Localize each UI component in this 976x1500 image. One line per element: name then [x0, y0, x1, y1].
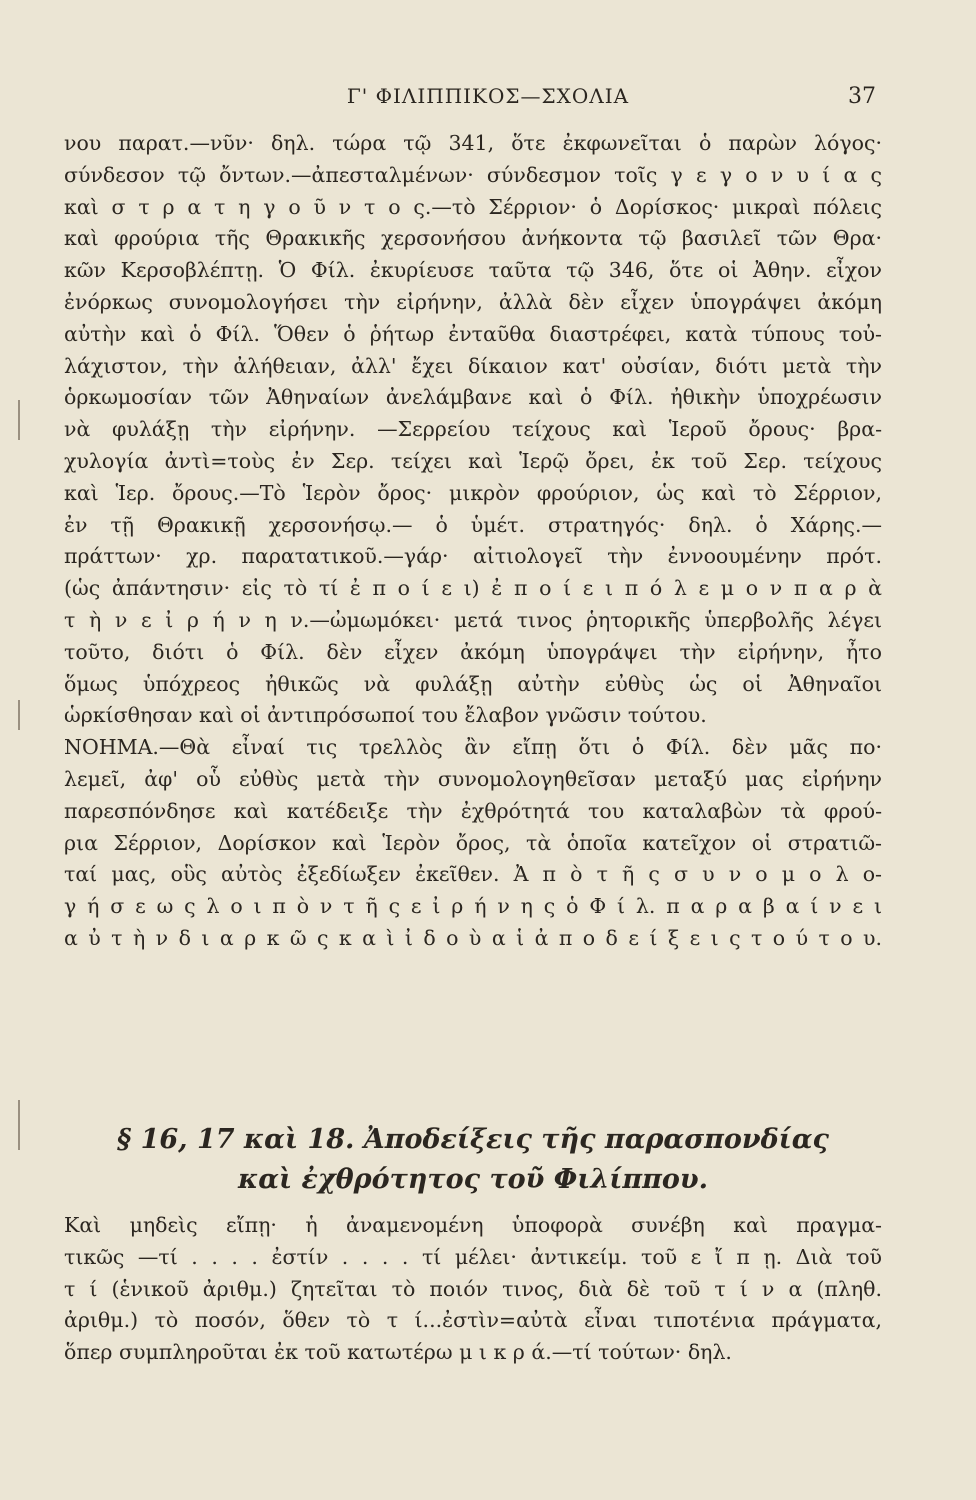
text-line: α ὐ τ ὴ ν δ ι α ρ κ ῶ ς κ α ὶ ἰ δ ο ὺ α ἱ ἀ π ο δ ε ί ξ ε ι ς τ ο ύ τ ο υ. [64, 925, 882, 950]
text-line: τ ί (ἑνικοῦ ἀριθμ.) ζητεῖται τὸ ποιόν τινος, διὰ δὲ τοῦ τ ί ν α (πληθ. [64, 1276, 882, 1301]
text-line: τικῶς —τί . . . . ἐστίν . . . . τί μέλει· ἀντικείμ. τοῦ ε ἴ π ῃ. Διὰ τοῦ [64, 1244, 882, 1269]
text-line: ὅπερ συμπληροῦται ἐκ τοῦ κατωτέρω μ ι κ ρ ά.—τί τούτων· δηλ. [64, 1340, 732, 1365]
text-line: νὰ φυλάξῃ τὴν εἰρήνην. —Σερρείου τείχους καὶ Ἱεροῦ ὄρους· βρα- [64, 417, 882, 442]
edge-mark [18, 400, 20, 440]
text-line: χυλογία ἀντὶ=τοὺς ἐν Σερ. τείχει καὶ Ἱερῷ ὄρει, ἐκ τοῦ Σερ. τείχους [64, 448, 882, 473]
text-line: καὶ φρούρια τῆς Θρακικῆς χερσονήσου ἀνήκοντα τῷ βασιλεῖ τῶν Θρα· [64, 226, 882, 251]
section-heading [64, 1120, 882, 1200]
text-line: (ὡς ἀπάντησιν· εἰς τὸ τί ἐ π ο ί ε ι) ἐ π ο ί ε ι π ό λ ε μ ο ν π α ρ ὰ [64, 576, 882, 601]
text-line: πράττων· χρ. παρατατικοῦ.—γάρ· αἰτιολογεῖ τὴν ἐννοουμένην πρότ. [64, 544, 882, 569]
page-header [60, 84, 916, 120]
text-line: σύνδεσον τῷ ὄντων.—ἀπεσταλμένων· σύνδεσμον τοῖς γ ε γ ο ν υ ί α ς [64, 162, 882, 187]
section-heading-line1: § 16, 17 καὶ 18. Ἀποδείξεις τῆς παρασπονδίας [117, 1124, 829, 1155]
text-line: ὁρκωμοσίαν τῶν Ἀθηναίων ἀνελάμβανε καὶ ὁ Φίλ. ἠθικὴν ὑποχρέωσιν [64, 385, 882, 410]
text-line: καὶ Ἱερ. ὄρους.—Τὸ Ἱερὸν ὄρος· μικρὸν φρούριον, ὡς καὶ τὸ Σέρριον, [64, 480, 882, 505]
text-line: ὡρκίσθησαν καὶ οἱ ἀντιπρόσωποί του ἔλαβον γνῶσιν τούτου. [64, 703, 707, 728]
text-line: παρεσπόνδησε καὶ κατέδειξε τὴν ἐχθρότητά του καταλαβὼν τὰ φρού- [64, 798, 882, 823]
text-line: ταί μας, οὓς αὐτὸς ἐξεδίωξεν ἐκεῖθεν. Ἀ π ὸ τ ῆ ς σ υ ν ο μ ο λ ο- [64, 862, 882, 887]
page-edge-marks [18, 400, 22, 1300]
commentary-text [64, 128, 882, 955]
page-number: 37 [848, 84, 876, 109]
section-heading-line2: καὶ ἐχθρότητος τοῦ Φιλίππου. [238, 1164, 708, 1195]
text-line: λάχιστον, τὴν ἀλήθειαν, ἀλλ' ἔχει δίκαιον κατ' οὐσίαν, διότι μετὰ τὴν [64, 353, 882, 378]
text-line: καὶ σ τ ρ α τ η γ ο ῦ ν τ ο ς.—τὸ Σέρριον· ὁ Δορίσκος· μικραὶ πόλεις [64, 194, 882, 219]
text-line: λεμεῖ, ἀφ' οὗ εὐθὺς μετὰ τὴν συνομολογηθεῖσαν μεταξύ μας εἰρήνην [64, 766, 882, 791]
text-line: ρια Σέρριον, Δορίσκον καὶ Ἱερὸν ὄρος, τὰ ὁποῖα κατεῖχον οἱ στρατιῶ- [64, 830, 882, 855]
text-line: γ ή σ ε ω ς λ ο ι π ὸ ν τ ῆ ς ε ἰ ρ ή ν η ς ὁ Φ ί λ. π α ρ α β α ί ν ε ι [64, 894, 882, 919]
text-line: αὐτὴν καὶ ὁ Φίλ. Ὅθεν ὁ ῥήτωρ ἐνταῦθα διαστρέφει, κατὰ τύπους τοὐ- [64, 321, 882, 346]
text-line: ἀριθμ.) τὸ ποσόν, ὅθεν τὸ τ ί...ἐστὶν=αὐτὰ εἶναι τιποτένια πράγματα, [64, 1308, 882, 1333]
noima-line: ΝΟΗΜΑ.—Θὰ εἶναί τις τρελλὸς ἂν εἴπῃ ὅτι ὁ Φίλ. δὲν μᾶς πο· [64, 735, 882, 760]
text-line: ἐνόρκως συνομολογήσει τὴν εἰρήνην, ἀλλὰ δὲν εἶχεν ὑπογράψει ἀκόμη [64, 289, 882, 314]
edge-mark [18, 700, 20, 730]
text-line: Καὶ μηδεὶς εἴπῃ· ἡ ἀναμενομένη ὑποφορὰ συνέβη καὶ πραγμα- [64, 1213, 882, 1237]
edge-mark [18, 1100, 20, 1150]
text-line: κῶν Κερσοβλέπτῃ. Ὁ Φίλ. ἐκυρίευσε ταῦτα τῷ 346, ὅτε οἱ Ἀθην. εἶχον [64, 258, 882, 283]
text-line: τ ὴ ν ε ἰ ρ ή ν η ν.—ὠμωμόκει· μετά τινος ῥητορικῆς ὑπερβολῆς λέγει [64, 607, 882, 632]
text-line: ὅμως ὑπόχρεος ἠθικῶς νὰ φυλάξῃ αὐτὴν εὐθὺς ὡς οἱ Ἀθηναῖοι [64, 671, 882, 696]
text-line: τοῦτο, διότι ὁ Φίλ. δὲν εἶχεν ἀκόμη ὑπογράψει τὴν εἰρήνην, ἦτο [64, 639, 882, 664]
running-head: Γ' ΦΙΛΙΠΠΙΚΟΣ—ΣΧΟΛΙΑ [346, 84, 630, 108]
text-line: ἐν τῇ Θρακικῇ χερσονήσῳ.— ὁ ὑμέτ. στρατηγός· δηλ. ὁ Χάρης.— [64, 512, 882, 537]
text-line: νου παρατ.—νῦν· δηλ. τώρα τῷ 341, ὅτε ἐκφωνεῖται ὁ παρὼν λόγος· [64, 131, 882, 155]
section-text [64, 1210, 882, 1369]
